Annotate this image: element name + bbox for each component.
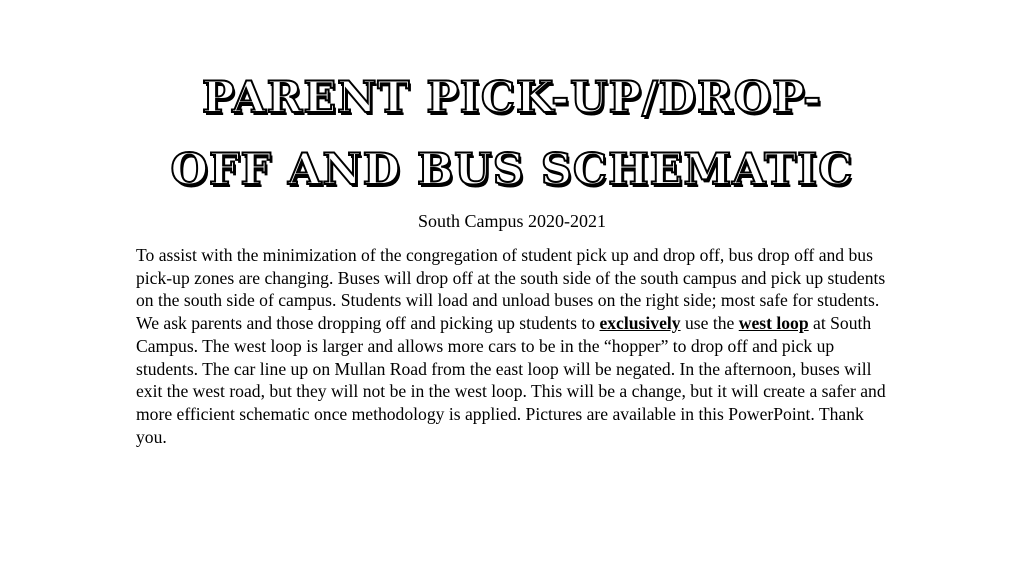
- body-text-part-3: at South Campus. The west loop is larger and allows more cars to be in the “hopper” to drop off and pick up students. The car line up on Mullan Road from the east loop will be negated. In the afternoon, buses will exit the west road, but they will not be in the west loop. This will be a change, but it will create a safer and more efficient schematic once methodology is applied. Pictures are available in this PowerPoint. Thank you.: [136, 313, 886, 447]
- emphasis-exclusively: exclusively: [599, 313, 681, 334]
- body-paragraph: [136, 244, 896, 448]
- emphasis-west-loop: west loop: [738, 313, 809, 334]
- slide-title-line-1: PARENT PICK-UP/DROP-: [202, 73, 822, 123]
- body-text-part-2: use the: [684, 313, 735, 334]
- slide-title-line-2: OFF AND BUS SCHEMATIC: [170, 145, 854, 195]
- slide-title: [100, 62, 924, 206]
- slide-subtitle: South Campus 2020-2021: [417, 211, 606, 231]
- body-text-part-1: To assist with the minimization of the congregation of student pick up and drop off, bus drop off and bus pick-up zones are changing. Buses will drop off at the south side of the south campus and pick up students on the south side of campus. Students will load and unload buses on the right side; most safe for students. We ask parents and those dropping off and picking up students to: [136, 245, 886, 334]
